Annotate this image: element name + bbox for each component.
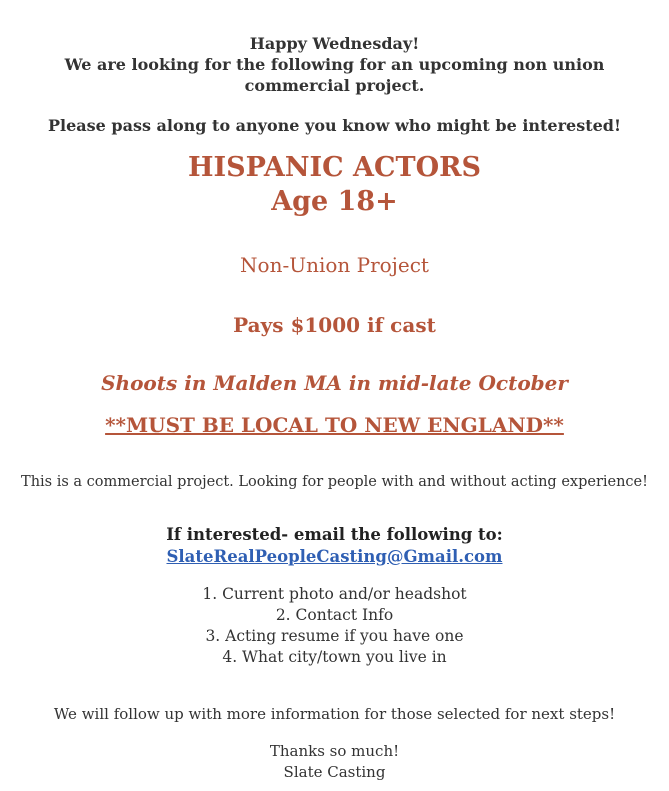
list-item: 3. Acting resume if you have one <box>205 627 464 645</box>
headline <box>0 151 669 219</box>
requirements-list <box>0 584 669 668</box>
email-link[interactable]: SlateRealPeopleCasting@Gmail.com <box>166 547 503 566</box>
email-line <box>0 546 669 568</box>
list-item: 4. What city/town you live in <box>222 648 447 666</box>
greeting-line-2: We are looking for the following for an upcoming non union <box>64 55 605 74</box>
contact-instruction: If interested- email the following to: <box>166 525 503 544</box>
list-item: 2. Contact Info <box>275 606 394 624</box>
followup-text: We will follow up with more information for those selected for next steps! <box>53 705 616 723</box>
signature: Slate Casting <box>283 763 386 781</box>
pass-along-text: Please pass along to anyone you know who might be interested! <box>47 116 621 135</box>
signoff <box>0 741 669 783</box>
greeting <box>0 33 669 96</box>
greeting-line-3: commercial project. <box>244 76 425 95</box>
thanks-text: Thanks so much! <box>269 742 400 760</box>
greeting-line-1: Happy Wednesday! <box>249 34 420 53</box>
project-type: Non-Union Project <box>240 253 429 277</box>
headline-role: HISPANIC ACTORS <box>187 152 482 183</box>
local-requirement: **MUST BE LOCAL TO NEW ENGLAND** <box>105 413 564 437</box>
shoot-info: Shoots in Malden MA in mid-late October <box>101 371 568 395</box>
project-description: This is a commercial project. Looking for people with and without acting experience! <box>21 474 648 490</box>
headline-age: Age 18+ <box>271 186 398 217</box>
list-item: 1. Current photo and/or headshot <box>202 585 467 603</box>
pay-info: Pays $1000 if cast <box>233 313 436 337</box>
